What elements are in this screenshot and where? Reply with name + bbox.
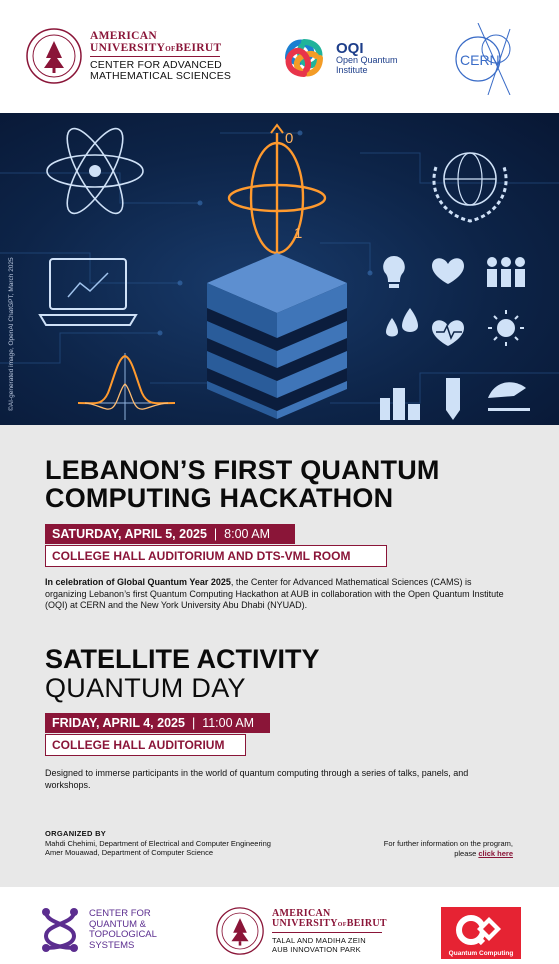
click-here-link[interactable]: click here [478, 848, 513, 858]
hackathon-location: COLLEGE HALL AUDITORIUM AND DTS-VML ROOM [45, 545, 387, 567]
hackathon-title: LEBANON’S FIRST QUANTUM COMPUTING HACKATHON [45, 455, 440, 513]
satellite-title: SATELLITE ACTIVITY [45, 644, 320, 674]
organizers: ORGANIZED BY Mahdi Chehimi, Department of Electrical and Computer Engineering Amer Mouawad, Department of Computer Science [45, 829, 271, 857]
quantum-computing-label: Quantum Computing [448, 950, 514, 957]
hackathon-date-bar: SATURDAY, APRIL 5, 2025 | 8:00 AM [45, 524, 295, 544]
oqi-line2: Institute [336, 64, 368, 75]
cqts-knot-icon [40, 908, 80, 952]
aub-cams-logo [26, 28, 231, 84]
quantum-computing-icon [441, 909, 521, 951]
oqi-knot-icon [278, 32, 330, 84]
hackathon-time: 8:00 AM [224, 527, 271, 541]
aub-name: AMERICAN UNIVERSITYOFBEIRUT [90, 29, 222, 54]
hero-illustration [0, 113, 559, 425]
sdg-icons-grid [366, 248, 556, 423]
header-logos [0, 0, 559, 113]
qubit-zero-label: 0 [285, 130, 294, 147]
satellite-time: 11:00 AM [202, 716, 255, 730]
wave-graph-icon [70, 348, 180, 423]
cern-logo [448, 23, 520, 95]
satellite-location: COLLEGE HALL AUDITORIUM [45, 734, 246, 756]
oqi-line1: Open Quantum [336, 54, 398, 65]
satellite-date-bar: FRIDAY, APRIL 4, 2025 | 11:00 AM [45, 713, 270, 733]
qubit-cube-illustration [190, 123, 380, 423]
hackathon-date: SATURDAY, APRIL 5, 2025 [52, 527, 207, 541]
aub-seal-icon [216, 907, 264, 955]
aub-seal-icon [26, 28, 82, 84]
footer-logos [0, 887, 559, 964]
satellite-description: Designed to immerse participants in the world of quantum computing through a series of talks, panels, and workshops. [45, 768, 469, 790]
un-emblem-icon [420, 137, 520, 229]
oqi-logo [278, 32, 398, 84]
cams-name: CENTER FOR ADVANCED MATHEMATICAL SCIENCES [90, 59, 232, 83]
further-info: For further information on the program, please click here [383, 839, 513, 858]
cern-label: CERN [460, 52, 500, 68]
image-credit: ©AI-generated image, OpenAI ChatGPT, March 2025 [8, 257, 15, 411]
satellite-date: FRIDAY, APRIL 4, 2025 [52, 716, 185, 730]
aub-innovation-park-logo: AMERICAN UNIVERSITYOFBEIRUT TALAL AND MADIHA ZEIN AUB INNOVATION PARK [216, 907, 387, 955]
hackathon-description: In celebration of Global Quantum Year 2025, the Center for Advanced Mathematical Sciences (CAMS) is organizing Lebanon’s first Quantum Computing Hackathon at AUB in collaboration with the Open Quantum Institute (OQI) at CERN and the New York University Abu Dhabi (NYUAD). [45, 577, 504, 610]
qubit-one-label: 1 [294, 225, 303, 242]
oqi-abbr: OQI [336, 39, 364, 57]
satellite-subtitle: QUANTUM DAY [45, 673, 246, 703]
quantum-computing-logo [441, 907, 521, 959]
laptop-icon [38, 255, 138, 335]
organizers-label: ORGANIZED BY [45, 829, 107, 838]
cqts-logo: CENTER FOR QUANTUM & TOPOLOGICAL SYSTEMS [40, 908, 157, 952]
atom-icon [40, 121, 150, 221]
